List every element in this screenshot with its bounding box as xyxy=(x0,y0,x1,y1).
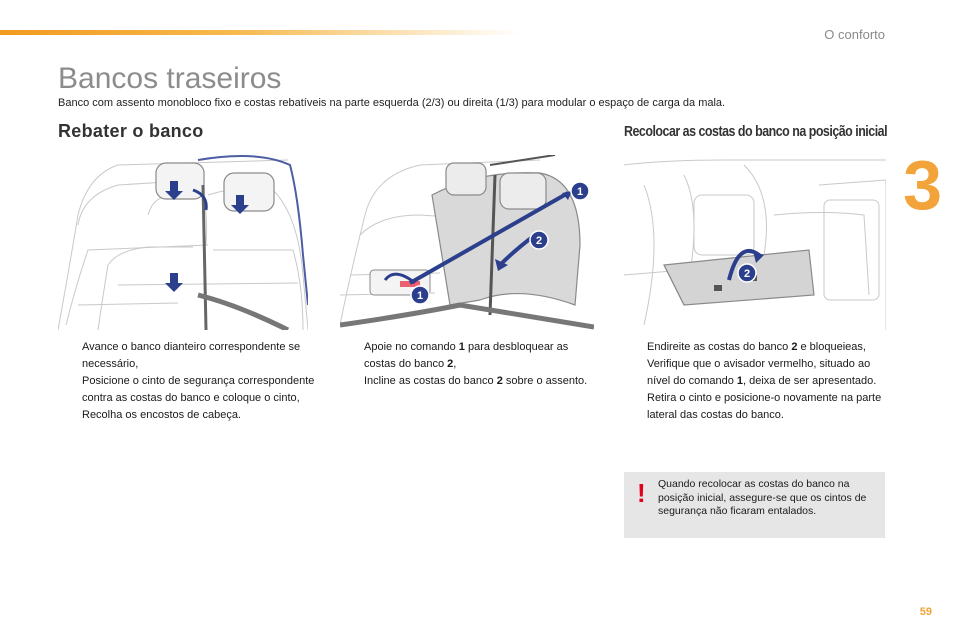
instructions-fold xyxy=(60,339,320,424)
chapter-number: 3 xyxy=(903,146,942,224)
page-title: Bancos traseiros xyxy=(58,62,282,95)
backrest-unlock-diagram xyxy=(340,155,594,330)
illustration-raise-backrest xyxy=(624,155,886,330)
callout-1-badge xyxy=(571,182,589,200)
backrest-raise-diagram xyxy=(624,155,886,330)
section-title-restore: Recolocar as costas do banco na posição inicial xyxy=(624,123,888,140)
callout-2-right-label: 2 xyxy=(743,268,751,280)
warning-text: Quando recolocar as costas do banco na posição inicial, assegure-se que os cintos de segurança não ficaram entalados. xyxy=(658,478,867,517)
instructions-restore xyxy=(625,339,887,424)
callout-2-label: 2 xyxy=(535,235,543,247)
list-item: Endireite as costas do banco 2 e bloqueieas, xyxy=(647,341,866,353)
illustration-unlock-backrest xyxy=(340,155,594,330)
instructions-unlock xyxy=(342,339,597,390)
list-item: Apoie no comando 1 para desbloquear as costas do banco 2, xyxy=(364,341,569,370)
callout-1-label: 1 xyxy=(576,186,584,198)
callout-2-badge xyxy=(530,231,548,249)
callout-2-badge-right xyxy=(738,264,756,282)
header-accent-bar xyxy=(0,30,520,35)
list-item: Recolha os encostos de cabeça. xyxy=(82,409,241,421)
page-subtitle: Banco com assento monobloco fixo e costas rebatíveis na parte esquerda (2/3) ou direita (1/3) para modular o espaço de carga da mala. xyxy=(58,97,726,109)
list-item: Posicione o cinto de segurança correspondente contra as costas do banco e coloque o cinto, xyxy=(82,375,315,404)
illustration-fold-headrests xyxy=(58,155,308,330)
list-item: Avance o banco dianteiro correspondente se necessário, xyxy=(82,341,301,370)
section-title-fold: Rebater o banco xyxy=(58,121,204,141)
rear-seat-headrests-diagram xyxy=(58,155,308,330)
warning-box xyxy=(624,472,885,538)
callout-1b-label: 1 xyxy=(416,290,424,302)
warning-exclamation-icon: ! xyxy=(637,478,646,508)
list-item: Verifique que o avisador vermelho, situado ao nível do comando 1, deixa de ser apresentado. xyxy=(647,358,877,387)
page-number: 59 xyxy=(919,606,932,618)
list-item: Incline as costas do banco 2 sobre o assento. xyxy=(364,375,588,387)
callout-1b-badge xyxy=(411,286,429,304)
list-item: Retira o cinto e posicione-o novamente na parte lateral das costas do banco. xyxy=(647,392,882,421)
chapter-title: O conforto xyxy=(824,27,885,42)
